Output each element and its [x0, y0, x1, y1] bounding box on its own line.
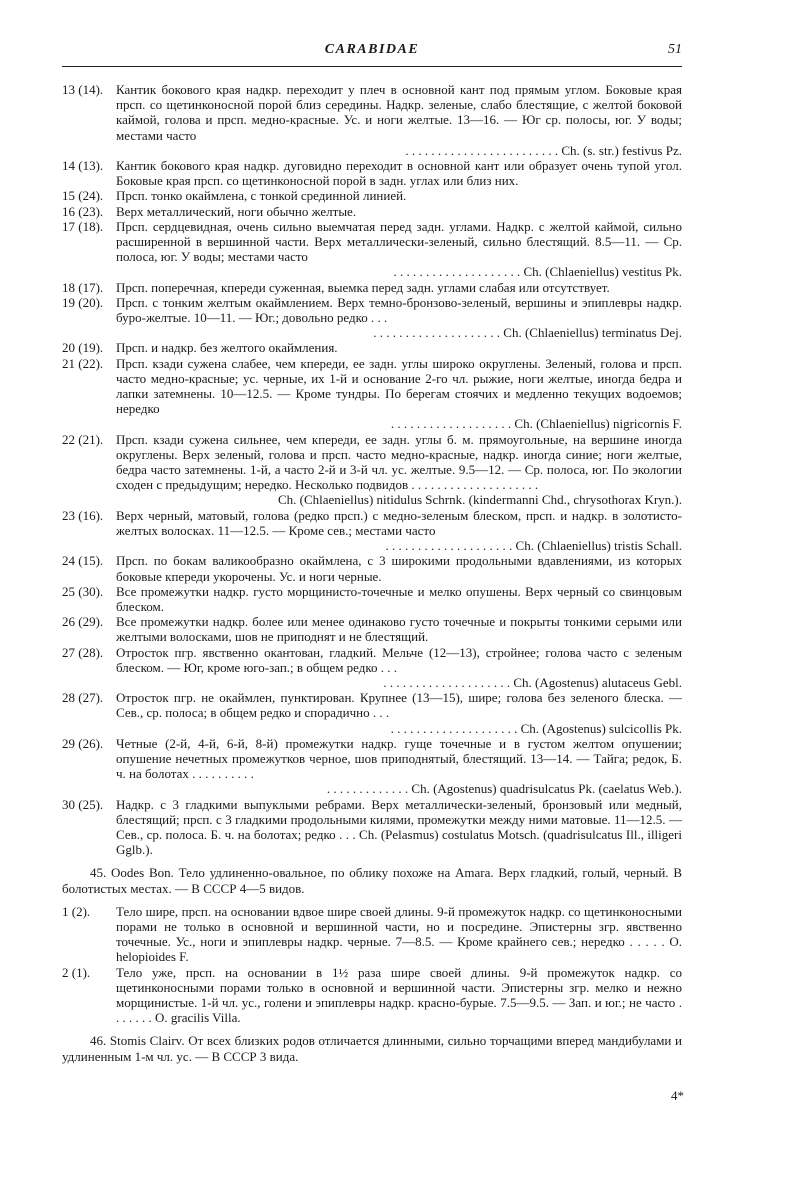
- key-entry: [62, 736, 682, 797]
- key-entry: [62, 797, 682, 858]
- entry-text: [116, 280, 682, 295]
- entry-number: 20 (19).: [62, 340, 104, 356]
- entry-number: 14 (13).: [62, 158, 104, 174]
- entry-description: Тело шире, прсп. на основании вдвое шире своей длины. 9-й промежуток надкр. со щетинконосными порами не только в основной и вершинной части, но и посредине. Эпистерны згр. явственно точечные. Ус., ноги и эпиплевры надкр. черные. 7—8.5. — Кроме крайнего сев.; нередко . . . . . O. helopioides F.: [116, 903, 682, 965]
- key-entry: [62, 904, 682, 965]
- entry-species-name: . . . . . . . . . . . . . . . . . . . . Ch. (Agostenus) alutaceus Gebl.: [383, 674, 682, 690]
- entry-text: [116, 508, 682, 554]
- entry-description: Прсп. кзади сужена сильнее, чем кпереди, ее задн. углы б. м. прямоугольные, на вершине иногда округлены. Верх зеленый, голова и прсп. часто медно-красные, надкр. иногда синие; ноги желтые, бедра часто затемнены. 1-й, а часто 2-й и 3-й чл. ус. желтые. 9.5—12. — Ср. полоса, юг. По экологии сходен с предыдущим; нередко. Несколько подвидов . . . . . . . . . . . . . . . . . . . .: [116, 431, 682, 493]
- entry-description: Кантик бокового края надкр. дуговидно переходит в основной кант или образует очень тупой угол. Боковые края прсп. со щетинконосной порой в задн. углах или близ них.: [116, 158, 682, 189]
- running-header: [62, 40, 682, 67]
- key-entry: [62, 340, 682, 355]
- entry-text: [116, 188, 682, 203]
- key-entry: [62, 356, 682, 432]
- key-entry: [62, 508, 682, 554]
- entry-text: [116, 797, 682, 858]
- entry-description: Все промежутки надкр. более или менее одинаково густо точечные и покрыты тонкими серыми или желтыми волосками, шов не приподнят и не блестящий.: [116, 614, 682, 645]
- entry-description: Прсп. по бокам валикообразно окаймлена, с 3 широкими продольными вдавлениями, из которых боковые кпереди укорочены. Ус. и ноги черные.: [116, 553, 682, 584]
- entry-number: 18 (17).: [62, 279, 104, 295]
- entry-number: 24 (15).: [62, 553, 104, 569]
- entry-number: 28 (27).: [62, 690, 104, 706]
- key-text: [62, 82, 682, 1064]
- key-entries: [62, 82, 682, 857]
- entry-text: [116, 904, 682, 965]
- entry-description: Прсп. и надкр. без желтого окаймления.: [116, 340, 338, 356]
- genus-46-paragraph: 46. Stomis Clairv. От всех близких родов отличается длинными, сильно торчащими вперед мандибулами и удлиненным 1-м чл. ус. — В СССР 3 вида.: [62, 1033, 682, 1064]
- entry-text: [116, 340, 682, 355]
- key-entry: [62, 295, 682, 341]
- entry-number: 29 (26).: [62, 735, 104, 751]
- key-entry: [62, 219, 682, 280]
- entry-description: Все промежутки надкр. густо морщинисто-точечные и мелко опушены. Верх черный со свинцовым блеском.: [116, 583, 682, 614]
- key-entry: [62, 965, 682, 1026]
- entry-number: 17 (18).: [62, 218, 104, 234]
- key-entry: [62, 584, 682, 614]
- entry-text: [116, 736, 682, 797]
- key-entry: [62, 553, 682, 583]
- genus-45-paragraph: 45. Oodes Bon. Тело удлиненно-овальное, по облику похоже на Amara. Верх гладкий, голый, черный. В болотистых местах. — В СССР 4—5 видов.: [62, 865, 682, 896]
- entry-text: [116, 219, 682, 280]
- entry-description: Четные (2-й, 4-й, 6-й, 8-й) промежутки надкр. гуще точечные и в густом желтом опушении; опушение нечетных промежутков черное, шов приподнятый, блестящий. 13—14. — Тайга; редок, Б. ч. на болотах . . . . . . . . . .: [116, 735, 682, 782]
- entry-description: Прсп. с тонким желтым окаймлением. Верх темно-бронзово-зеленый, вершины и эпиплевры надкр. буро-желтые. 10—11. — Юг.; довольно редко . . .: [116, 294, 682, 326]
- entry-number: 13 (14).: [62, 82, 104, 97]
- entry-number: 1 (2).: [62, 903, 91, 919]
- entry-description: Верх металлический, ноги обычно желтые.: [116, 203, 357, 219]
- entry-number: 30 (25).: [62, 796, 104, 812]
- key-entry: [62, 204, 682, 219]
- entry-description: Тело уже, прсп. на основании в 1½ раза шире своей длины. 9-й промежуток надкр. со щетинконосными порами только в основной и вершинной части. Эпистерны згр. мелко и нежно морщинистые. 1-й чл. ус., голени и эпиплевры надкр. красно-бурые. 7.5—9.5. — Зап. и юг.; не часто . . . . . . . O. gracilis Villa.: [116, 964, 682, 1026]
- entry-species-name: . . . . . . . . . . . . . . . . . . . . Ch. (Chlaeniellus) terminatus Dej.: [373, 325, 682, 341]
- entry-text: [116, 584, 682, 614]
- key-entry: [62, 280, 682, 295]
- entry-description: Отросток пгр. явственно окантован, гладкий. Мельче (12—13), стройнее; голова часто с зеленым блеском. — Юг, кроме юго-зап.; в общем редко . . .: [116, 644, 682, 675]
- entry-species-name: . . . . . . . . . . . . . . . . . . . . Ch. (Chlaeniellus) tristis Schall.: [385, 538, 682, 554]
- entry-number: 2 (1).: [62, 964, 91, 980]
- entry-number: 19 (20).: [62, 294, 104, 310]
- entry-description: Кантик бокового края надкр. переходит у плеч в основной кант под прямым углом. Боковые края прсп. со щетинконосной порой близ середины. Надкр. зеленые, слабо блестящие, с желтой боковой каймой, голова и прсп. медно-красные. Ус. и ноги желтые. 13—16. — Юг ср. полосы, юг. У воды; местами часто: [116, 82, 682, 143]
- key-entry: [62, 188, 682, 203]
- entry-number: 23 (16).: [62, 507, 104, 523]
- key-entry: [62, 645, 682, 691]
- entry-description: Прсп. поперечная, кпереди суженная, выемка перед задн. углами слабая или отсутствует.: [116, 279, 610, 295]
- entry-description: Прсп. сердцевидная, очень сильно выемчатая перед задн. углами. Надкр. с желтой каймой, сильно расширенной в вершинной части. Верх металлически-зеленый, сильно блестящий. 8.5—11. — Ср. полоса, юг. У воды; местами часто: [116, 218, 682, 265]
- entry-species-name: . . . . . . . . . . . . . . . . . . . . Ch. (Agostenus) sulcicollis Pk.: [390, 720, 682, 736]
- entry-species-name: . . . . . . . . . . . . . . . . . . . . . . . . Ch. (s. str.) festivus Pz.: [405, 142, 682, 158]
- key-entry: [62, 158, 682, 188]
- entry-description: Надкр. с 3 гладкими выпуклыми ребрами. Верх металлически-зеленый, бронзовый или медный, блестящий; прсп. с 3 гладкими продольными килями, промежутки между ними матовые. 11—12.5. — Сев., ср. полоса. Б. ч. на болотах; редко . . . Ch. (Pelasmus) costulatus Motsch. (quadrisulcatus Ill., illigeri Gglb.).: [116, 796, 682, 858]
- key-entry: [62, 690, 682, 736]
- entry-species-name: . . . . . . . . . . . . . . . . . . . . Ch. (Chlaeniellus) vestitus Pk.: [393, 264, 682, 280]
- entry-description: Отросток пгр. не окаймлен, пунктирован. Крупнее (13—15), шире; голова без зеленого блеска. — Сев., ср. полоса; в общем редко и спорадично . . .: [116, 690, 682, 721]
- entry-text: [116, 295, 682, 341]
- key-entry: [62, 432, 682, 508]
- oodes-key-entries: [62, 904, 682, 1026]
- entry-text: [116, 82, 682, 158]
- page-number: 51: [668, 42, 682, 57]
- entry-species-name: Ch. (Chlaeniellus) nitidulus Schrnk. (kindermanni Chd., chrysothorax Kryn.).: [277, 492, 682, 508]
- entry-species-name: . . . . . . . . . . . . . . . . . . . Ch. (Chlaeniellus) nigricornis F.: [390, 416, 682, 432]
- entry-species-name: . . . . . . . . . . . . . Ch. (Agostenus) quadrisulcatus Pk. (caelatus Web.).: [326, 781, 682, 797]
- entry-text: [116, 614, 682, 644]
- entry-number: 22 (21).: [62, 431, 104, 447]
- entry-text: [116, 553, 682, 583]
- entry-description: Прсп. кзади сужена слабее, чем кпереди, ее задн. углы широко округлены. Зеленый, голова и прсп. часто медно-красные; ус. черные, их 1-й и основание 2-го чл. рыжие, ноги желтые, иногда бедра и лапки затемнены. 10—12.5. — Кроме тундры. По берегам стоячих и медленно текущих водоемов; нередко: [116, 355, 682, 417]
- entry-number: 26 (29).: [62, 614, 104, 630]
- entry-number: 25 (30).: [62, 583, 104, 599]
- running-title: CARABIDAE: [324, 42, 420, 57]
- entry-description: Прсп. тонко окаймлена, с тонкой срединной линией.: [116, 188, 407, 204]
- entry-text: [116, 158, 682, 188]
- entry-description: Верх черный, матовый, голова (редко прсп.) с медно-зеленым блеском, прсп. и надкр. в золотисто-желтых волосках. 11—12.5. — Кроме сев.; местами часто: [116, 507, 682, 538]
- entry-text: [116, 432, 682, 508]
- key-entry: [62, 82, 682, 158]
- entry-text: [116, 204, 682, 219]
- key-entry: [62, 614, 682, 644]
- entry-number: 15 (24).: [62, 188, 104, 204]
- entry-number: 27 (28).: [62, 644, 104, 660]
- entry-number: 21 (22).: [62, 355, 104, 371]
- entry-text: [116, 645, 682, 691]
- entry-text: [116, 690, 682, 736]
- entry-number: 16 (23).: [62, 203, 104, 219]
- entry-text: [116, 356, 682, 432]
- entry-text: [116, 965, 682, 1026]
- signature-mark: 4*: [671, 1088, 684, 1103]
